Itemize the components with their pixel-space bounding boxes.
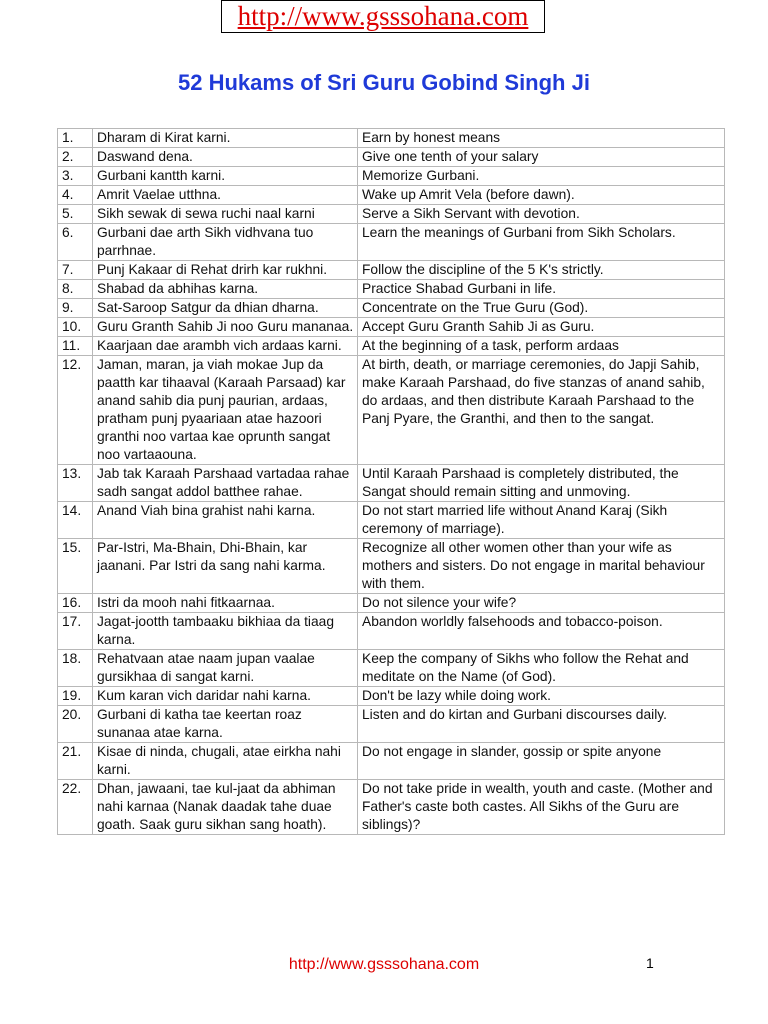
hukam-number: 15.: [58, 539, 93, 594]
hukam-punjabi: Dharam di Kirat karni.: [93, 129, 358, 148]
hukam-number: 1.: [58, 129, 93, 148]
hukam-english: Learn the meanings of Gurbani from Sikh Scholars.: [358, 224, 725, 261]
hukam-english: Earn by honest means: [358, 129, 725, 148]
hukam-number: 17.: [58, 613, 93, 650]
hukam-english: Don't be lazy while doing work.: [358, 687, 725, 706]
hukams-table: [57, 128, 725, 835]
hukam-english: Do not start married life without Anand Karaj (Sikh ceremony of marriage).: [358, 502, 725, 539]
table-row: [58, 337, 725, 356]
hukam-punjabi: Kaarjaan dae arambh vich ardaas karni.: [93, 337, 358, 356]
hukam-number: 12.: [58, 356, 93, 465]
footer-url-text[interactable]: http://www.gsssohana.com: [288, 956, 480, 973]
hukam-english: Follow the discipline of the 5 K's strictly.: [358, 261, 725, 280]
hukam-number: 5.: [58, 205, 93, 224]
hukam-english: Accept Guru Granth Sahib Ji as Guru.: [358, 318, 725, 337]
hukam-number: 10.: [58, 318, 93, 337]
hukam-punjabi: Dhan, jawaani, tae kul-jaat da abhiman nahi karnaa (Nanak daadak tahe duae goath. Saak guru sikhan sang hoath).: [93, 780, 358, 835]
table-row: [58, 318, 725, 337]
hukam-punjabi: Jab tak Karaah Parshaad vartadaa rahae sadh sangat addol batthee rahae.: [93, 465, 358, 502]
table-row: [58, 502, 725, 539]
hukam-punjabi: Sat-Saroop Satgur da dhian dharna.: [93, 299, 358, 318]
hukam-english: Abandon worldly falsehoods and tobacco-poison.: [358, 613, 725, 650]
table-row: [58, 148, 725, 167]
hukam-number: 3.: [58, 167, 93, 186]
hukam-punjabi: Kisae di ninda, chugali, atae eirkha nahi karni.: [93, 743, 358, 780]
hukam-number: 13.: [58, 465, 93, 502]
hukam-number: 21.: [58, 743, 93, 780]
table-row: [58, 780, 725, 835]
table-row: [58, 299, 725, 318]
hukam-number: 16.: [58, 594, 93, 613]
hukam-punjabi: Rehatvaan atae naam jupan vaalae gursikhaa di sangat karni.: [93, 650, 358, 687]
table-row: [58, 186, 725, 205]
hukam-english: At birth, death, or marriage ceremonies, do Japji Sahib, make Karaah Parshaad, do five stanzas of anand sahib, do ardaas, and then distribute Karaah Parshaad to the Panj Pyare, the Granthi, and then to the sangat.: [358, 356, 725, 465]
table-row: [58, 687, 725, 706]
hukam-english: Concentrate on the True Guru (God).: [358, 299, 725, 318]
table-row: [58, 261, 725, 280]
hukam-punjabi: Daswand dena.: [93, 148, 358, 167]
table-row: [58, 129, 725, 148]
hukam-number: 9.: [58, 299, 93, 318]
table-row: [58, 539, 725, 594]
hukam-english: Give one tenth of your salary: [358, 148, 725, 167]
hukam-english: Do not silence your wife?: [358, 594, 725, 613]
page-number: 1: [646, 955, 654, 971]
hukam-number: 6.: [58, 224, 93, 261]
hukam-punjabi: Par-Istri, Ma-Bhain, Dhi-Bhain, kar jaanani. Par Istri da sang nahi karma.: [93, 539, 358, 594]
hukam-punjabi: Guru Granth Sahib Ji noo Guru mananaa.: [93, 318, 358, 337]
hukam-english: Serve a Sikh Servant with devotion.: [358, 205, 725, 224]
hukam-punjabi: Sikh sewak di sewa ruchi naal karni: [93, 205, 358, 224]
hukam-english: Memorize Gurbani.: [358, 167, 725, 186]
hukam-number: 19.: [58, 687, 93, 706]
table-row: [58, 613, 725, 650]
table-row: [58, 356, 725, 465]
hukam-english: Practice Shabad Gurbani in life.: [358, 280, 725, 299]
hukam-punjabi: Gurbani kantth karni.: [93, 167, 358, 186]
hukam-punjabi: Gurbani dae arth Sikh vidhvana tuo parrhnae.: [93, 224, 358, 261]
hukam-number: 14.: [58, 502, 93, 539]
hukam-english: Keep the company of Sikhs who follow the Rehat and meditate on the Name (of God).: [358, 650, 725, 687]
hukam-punjabi: Istri da mooh nahi fitkaarnaa.: [93, 594, 358, 613]
table-row: [58, 167, 725, 186]
hukam-number: 2.: [58, 148, 93, 167]
table-row: [58, 224, 725, 261]
hukam-english: Listen and do kirtan and Gurbani discourses daily.: [358, 706, 725, 743]
hukam-punjabi: Punj Kakaar di Rehat drirh kar rukhni.: [93, 261, 358, 280]
hukam-punjabi: Kum karan vich daridar nahi karna.: [93, 687, 358, 706]
hukam-english: At the beginning of a task, perform ardaas: [358, 337, 725, 356]
hukam-english: Do not engage in slander, gossip or spite anyone: [358, 743, 725, 780]
hukam-number: 18.: [58, 650, 93, 687]
hukam-punjabi: Jagat-jootth tambaaku bikhiaa da tiaag karna.: [93, 613, 358, 650]
table-row: [58, 650, 725, 687]
hukam-punjabi: Anand Viah bina grahist nahi karna.: [93, 502, 358, 539]
table-row: [58, 594, 725, 613]
header-link-box: [221, 0, 545, 33]
header-url-link[interactable]: http://www.gsssohana.com: [237, 1, 529, 31]
hukam-number: 11.: [58, 337, 93, 356]
table-row: [58, 743, 725, 780]
hukam-punjabi: Gurbani di katha tae keertan roaz sunanaa atae karna.: [93, 706, 358, 743]
table-row: [58, 205, 725, 224]
table-row: [58, 465, 725, 502]
hukam-english: Until Karaah Parshaad is completely distributed, the Sangat should remain sitting and unmoving.: [358, 465, 725, 502]
hukam-english: Recognize all other women other than your wife as mothers and sisters. Do not engage in marital behaviour with them.: [358, 539, 725, 594]
hukam-english: Do not take pride in wealth, youth and caste. (Mother and Father's caste both castes. All Sikhs of the Guru are siblings)?: [358, 780, 725, 835]
hukam-number: 4.: [58, 186, 93, 205]
hukam-punjabi: Jaman, maran, ja viah mokae Jup da paatth kar tihaaval (Karaah Parsaad) kar anand sahib dia punj paurian, ardaas, pratham punj pyaariaan atae hazoori granthi noo vartaa kae oprunth sangat noo vartaaouna.: [93, 356, 358, 465]
hukam-english: Wake up Amrit Vela (before dawn).: [358, 186, 725, 205]
page-title: 52 Hukams of Sri Guru Gobind Singh Ji: [178, 70, 590, 95]
hukam-number: 20.: [58, 706, 93, 743]
hukam-punjabi: Shabad da abhihas karna.: [93, 280, 358, 299]
table-row: [58, 280, 725, 299]
hukam-number: 7.: [58, 261, 93, 280]
table-row: [58, 706, 725, 743]
hukam-number: 22.: [58, 780, 93, 835]
hukam-punjabi: Amrit Vaelae utthna.: [93, 186, 358, 205]
hukam-number: 8.: [58, 280, 93, 299]
